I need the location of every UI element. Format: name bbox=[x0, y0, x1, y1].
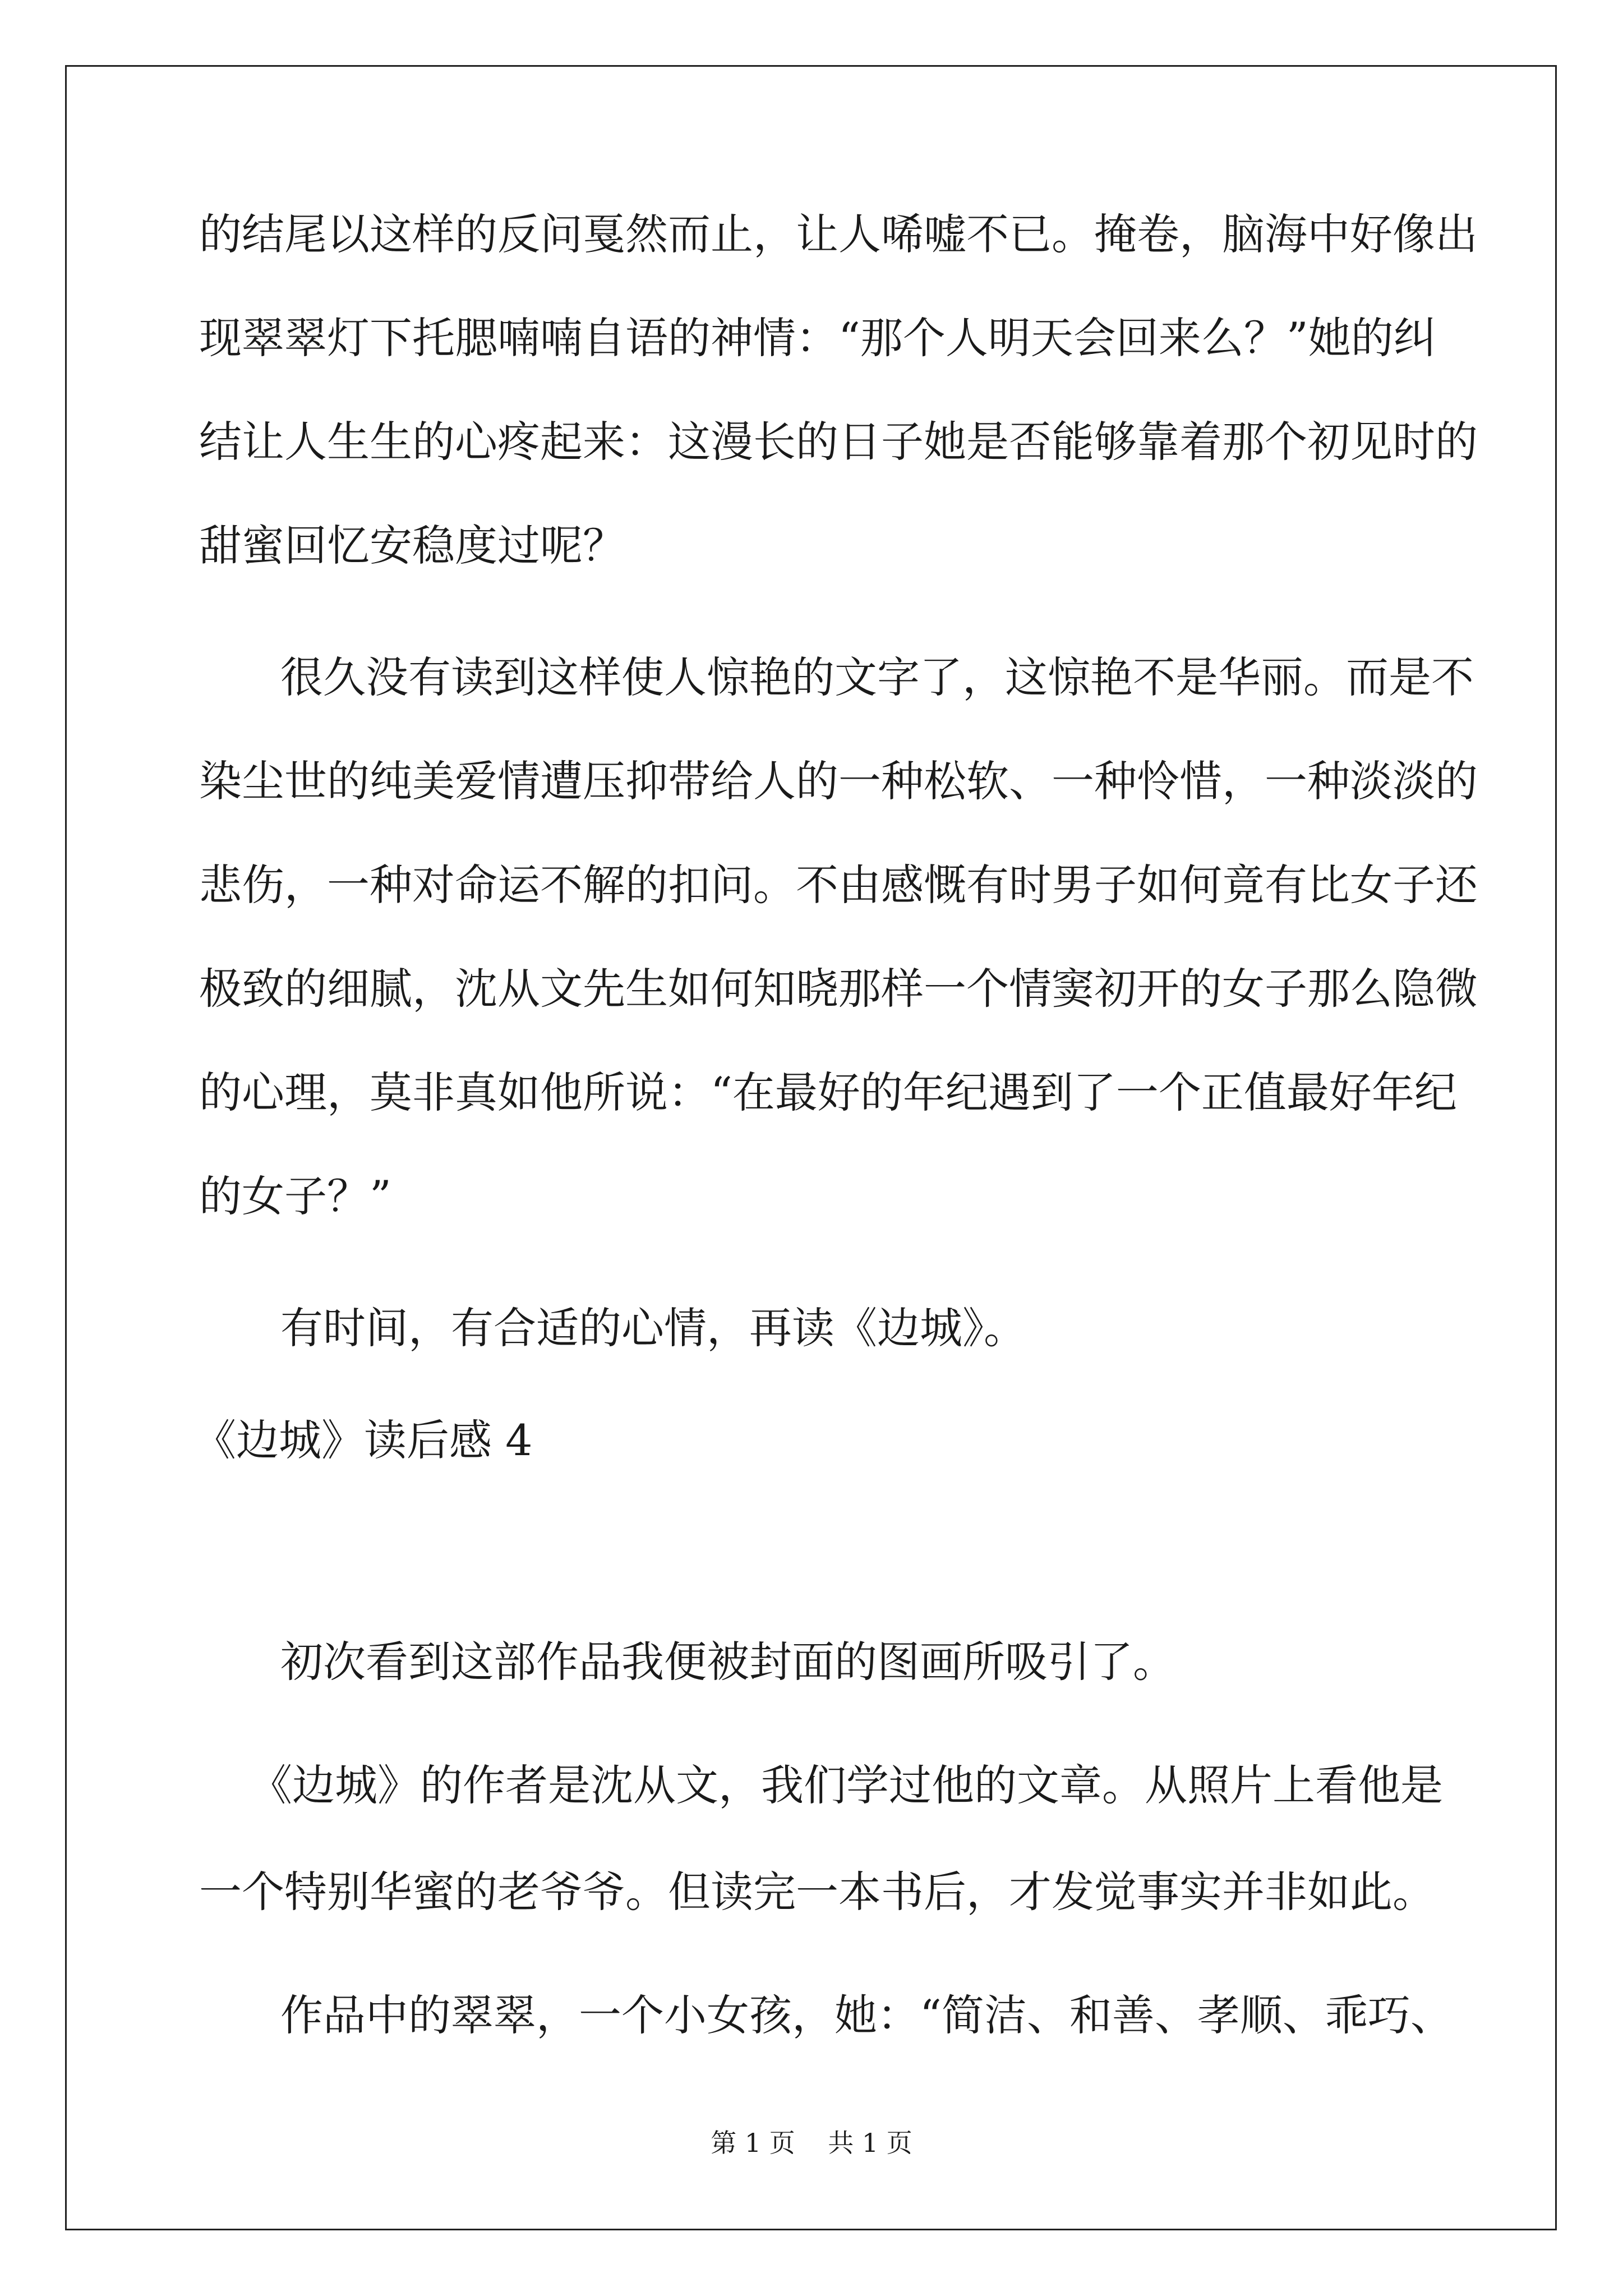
text-line: 染尘世的纯美爱情遭压抑带给人的一种松软、一种怜惜，一种淡淡的 bbox=[199, 756, 1478, 806]
text-line: 极致的细腻，沈从文先生如何知晓那样一个情窦初开的女子那么隐微 bbox=[199, 964, 1478, 1014]
text-line: 结让人生生的心疼起来：这漫长的日子她是否能够靠着那个初见时的 bbox=[199, 417, 1478, 467]
paragraph-start-line: 初次看到这部作品我便被封面的图画所吸引了。 bbox=[280, 1637, 1175, 1687]
section-heading: 《边城》读后感 4 bbox=[193, 1415, 533, 1465]
text-line: 悲伤，一种对命运不解的扣问。不由感慨有时男子如何竟有比女子还 bbox=[199, 860, 1478, 910]
text-line: 的心理，莫非真如他所说：“在最好的年纪遇到了一个正值最好年纪 bbox=[199, 1068, 1457, 1117]
paragraph-start-line: 有时间，有合适的心情，再读《边城》。 bbox=[280, 1303, 1026, 1353]
text-line: 甜蜜回忆安稳度过呢？ bbox=[199, 521, 625, 570]
text-line: 的女子？” bbox=[199, 1171, 391, 1221]
text-line: 一个特别华蜜的老爷爷。但读完一本书后，才发觉事实并非如此。 bbox=[199, 1867, 1435, 1917]
text-line: 现翠翠灯下托腮喃喃自语的神情：“那个人明天会回来么？”她的纠 bbox=[199, 313, 1436, 363]
text-line: 的结尾以这样的反问戛然而止，让人唏嘘不已。掩卷，脑海中好像出 bbox=[199, 209, 1478, 259]
paragraph-start-line: 作品中的翠翠，一个小女孩，她：“简洁、和善、孝顺、乖巧、 bbox=[280, 1990, 1453, 2040]
page-footer: 第 1 页 共 1 页 bbox=[711, 2128, 912, 2158]
paragraph-start-line: 很久没有读到这样使人惊艳的文字了，这惊艳不是华丽。而是不 bbox=[280, 652, 1474, 702]
paragraph-start-line: 《边城》的作者是沈从文，我们学过他的文章。从照片上看他是 bbox=[250, 1760, 1443, 1810]
